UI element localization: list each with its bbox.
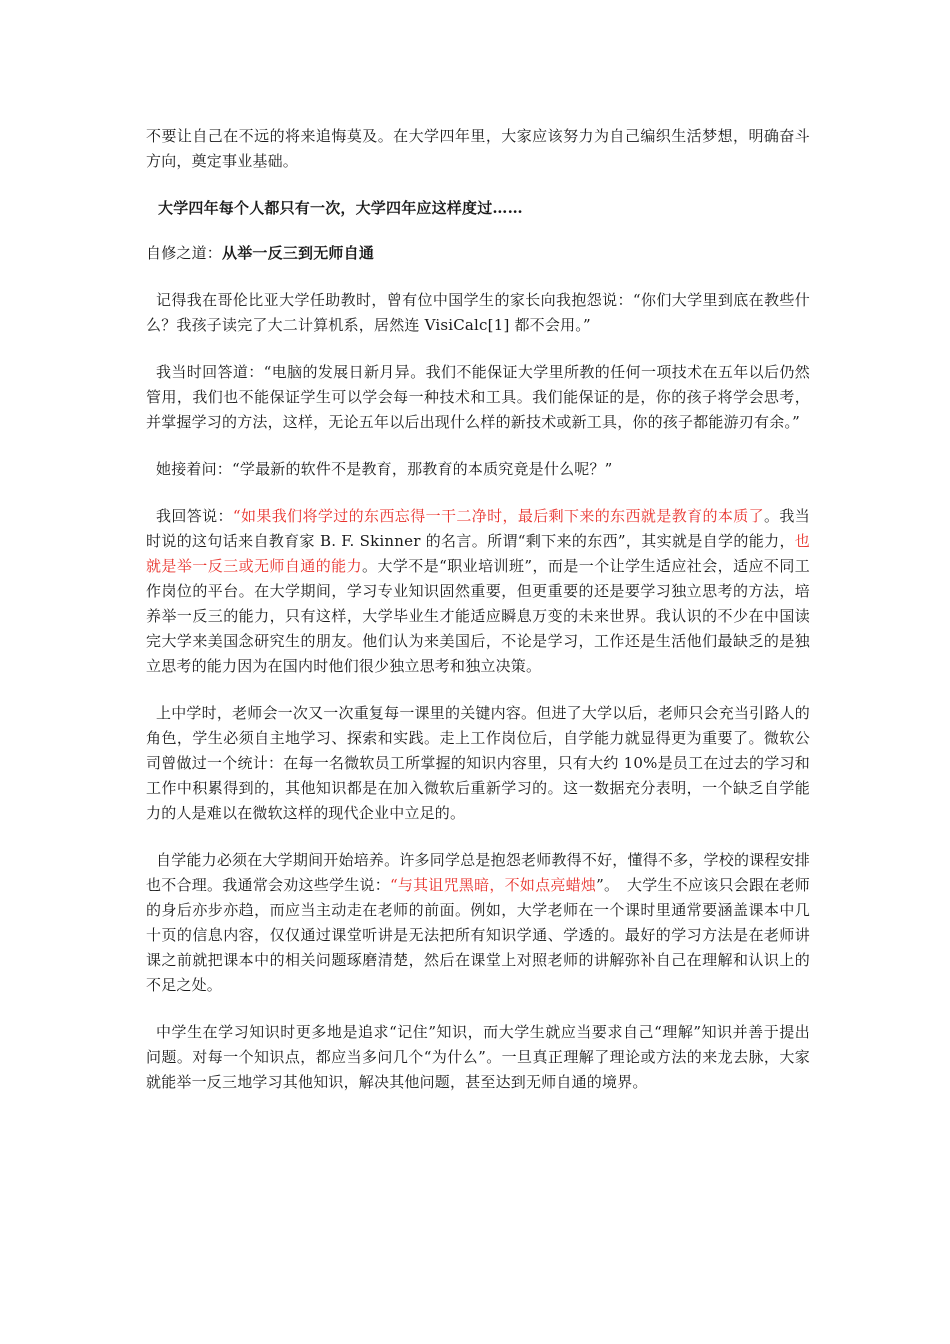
paragraph-question: 她接着问：“学最新的软件不是教育，那教育的本质究竟是什么呢？” [156, 460, 613, 478]
subsection-title [146, 241, 810, 266]
highlight-quote-essence: “如果我们将学过的东西忘得一干二净时，最后剩下来的东西就是教育的本质了 [232, 507, 764, 525]
document-page [146, 124, 810, 1117]
subsection-title-bold: 从举一反三到无师自通 [222, 244, 375, 262]
paragraph-columbia: 记得我在哥伦比亚大学任助教时，曾有位中国学生的家长向我抱怨说：“你们大学里到底在教些什么？我孩子读完了大二计算机系，居然连 VisiCalc[1] 都不会用。” [146, 291, 810, 334]
section-heading: 大学四年每个人都只有一次，大学四年应这样度过…… [158, 199, 523, 217]
subsection-prefix: 自修之道： [146, 244, 223, 262]
highlight-quote-candle: “与其诅咒黑暗，不如点亮蜡烛 [389, 876, 597, 894]
paragraph-microsoft: 上中学时，老师会一次又一次重复每一课里的关键内容。但进了大学以后，老师只会充当引路人的角色，学生必须自主地学习、探索和实践。走上工作岗位后，自学能力就显得更为重要了。微软公司曾做过一个统计：在每一名微软员工所掌握的知识内容里，只有大约 10%是员工在过去的学习和工作中积累得到的，其他知识都是在加入微软后重新学习的。这一数据充分表明，一个缺乏自学能力的人是难以在微软这样的现代企业中立足的。 [146, 704, 810, 822]
essence-tail: 。大学不是“职业培训班”，而是一个让学生适应社会，适应不同工作岗位的平台。在大学期间，学习专业知识固然重要，但更重要的还是要学习独立思考的方法，培养举一反三的能力，只有这样，大学毕业生才能适应瞬息万变的未来世界。我认识的不少在中国读完大学来美国念研究生的朋友。他们认为来美国后，不论是学习，工作还是生活他们最缺乏的是独立思考的能力因为在国内时他们很少独立思考和独立决策。 [146, 557, 810, 675]
candle-tail: ”。 大学生不应该只会跟在老师的身后亦步亦趋，而应当主动走在老师的前面。例如，大学老师在一个课时里通常要涵盖课本中几十页的信息内容，仅仅通过课堂听讲是无法把所有知识学通、学透的。最好的学习方法是在老师讲课之前就把课本中的相关问题琢磨清楚，然后在课堂上对照老师的讲解弥补自己在理解和认识上的不足之处。 [146, 876, 810, 994]
paragraph-essence [146, 504, 810, 679]
paragraph-answer: 我当时回答道：“电脑的发展日新月异。我们不能保证大学里所教的任何一项技术在五年以后仍然管用，我们也不能保证学生可以学会每一种技术和工具。我们能保证的是，你的孩子将学会思考，并掌握学习的方法，这样，无论五年以后出现什么样的新技术或新工具，你的孩子都能游刃有余。” [146, 363, 810, 431]
paragraph-understand: 中学生在学习知识时更多地是追求“记住”知识，而大学生就应当要求自己“理解”知识并善于提出问题。对每一个知识点，都应当多问几个“为什么”。一旦真正理解了理论或方法的来龙去脉，大家就能举一反三地学习其他知识，解决其他问题，甚至达到无师自通的境界。 [146, 1023, 810, 1091]
paragraph-intro: 不要让自己在不远的将来追悔莫及。在大学四年里，大家应该努力为自己编织生活梦想，明确奋斗方向，奠定事业基础。 [146, 127, 810, 170]
essence-middle: 。我当时说的这句话来自教育家 B. F. Skinner 的名言。所谓“剩下来的东西”，其实就是自学的能力， [146, 507, 810, 550]
highlight-self-learning: 也就是举一反三或无师自通的能力 [146, 532, 810, 575]
essence-lead: 我回答说： [156, 507, 233, 525]
paragraph-candle [146, 848, 810, 998]
candle-lead: 自学能力必须在大学期间开始培养。许多同学总是抱怨老师教得不好，懂得不多，学校的课程安排也不合理。我通常会劝这些学生说： [146, 851, 810, 894]
